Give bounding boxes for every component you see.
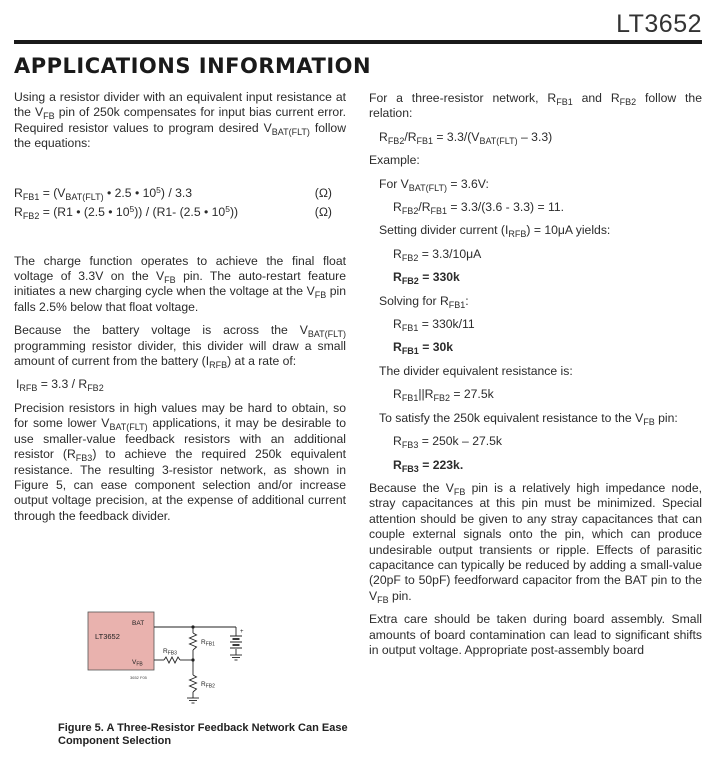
equation-rfb2-calc: $R_{FB2} = 3.3/10\mu A$ bbox=[393, 246, 482, 263]
pin-bat-label: BAT bbox=[132, 620, 145, 627]
figure-5 bbox=[14, 606, 346, 756]
page-header bbox=[14, 0, 702, 44]
unit-ohm: (Ω) bbox=[314, 204, 332, 219]
equation-ratio: $R_{FB2}/R_{FB1} = 3.3/(3.6 - 3.3) = 11$. bbox=[393, 200, 565, 217]
chip-label: LT3652 bbox=[95, 632, 120, 641]
rfb3-label: $R_{FB3}$ bbox=[163, 648, 177, 657]
example-condition: For $V_{BAT(FLT)} = 3.6V$: bbox=[379, 176, 489, 193]
setting-divider-current: Setting divider current $(I_{RFB}) = 10\mu A$ yields: bbox=[379, 223, 611, 240]
junction-dot bbox=[191, 625, 194, 628]
resistor-rfb3 bbox=[164, 657, 180, 663]
right-column bbox=[369, 91, 702, 666]
equation-relation: $R_{FB2}/R_{FB1} = 3.3/(V_{BAT(FLT)} - 3.3)$ bbox=[379, 129, 553, 146]
paragraph-stray-capacitance: Because the $V_{FB}$ pin is a relatively high impedance node, stray capacitances at this pin must be minimized. Special attention should be given to any stray capacitances that can couple external signals onto the pin, which can produce undesirable output transients or ripple. Effects of parasitic capacitance can typically be reduced by adding a small-value (20pF to 50pF) feedforward capacitor from the BAT pin to the $V_{FB}$ pin. bbox=[369, 480, 702, 605]
paragraph-board-assembly: Extra care should be taken during board assembly. Small amounts of board contamination can lead to significant shifts in output voltage. Appropriate post-assembly board bbox=[369, 612, 702, 657]
equation-rfb2: $R_{FB2} = (R1$ • (2.5 • $10^5)) / (R1-$ (2.5 • $10^5$)) (Ω) bbox=[14, 203, 332, 221]
rfb1-label: $R_{FB1}$ bbox=[201, 639, 215, 648]
feedback-network-schematic bbox=[14, 606, 346, 718]
paragraph-intro: Using a resistor divider with an equivalent input resistance at the $V_{FB}$ pin of 250k compensates for input bias current error. Required resistor values to program desired $V_{BAT(FLT)}$ follow the equations: bbox=[14, 90, 347, 151]
result-rfb1: $R_{FB1} = 30k$ bbox=[393, 340, 454, 357]
paragraph-charge-function: The charge function operates to achieve the final float voltage of 3.3V on the $V_{FB}$ pin. The auto-restart feature initiates a new charging cycle when the voltage at the $V_{FB}$ pin falls 2.5% below that float voltage. bbox=[14, 253, 346, 314]
battery-plus-sign: + bbox=[240, 629, 244, 635]
equivalent-resistance-line: The divider equivalent resistance is: bbox=[379, 363, 573, 378]
resistor-rfb2 bbox=[190, 675, 197, 692]
resistor-rfb1 bbox=[190, 633, 197, 650]
paragraph-battery-voltage: Because the battery voltage is across the $V_{BAT(FLT)}$ programming resistor divider, this divider will draw a small amount of current from the battery $(I_{RFB})$ at a rate of: bbox=[14, 323, 346, 371]
battery-icon bbox=[230, 636, 242, 648]
part-number: LT3652 bbox=[616, 10, 702, 38]
left-column bbox=[14, 90, 346, 532]
paragraph-precision-resistors: Precision resistors in high values may be hard to obtain, so for some lower $V_{BAT(FLT)}$ applications, it may be desirable to use smaller-value feedback resistors with an additional resistor $(R_{FB3})$ to achieve the required 250k equivalent resistance. The resulting 3-resistor network, as shown in Figure 5, can ease component selection and/or increase output voltage precision, at the expense of additional current through the feedback divider. bbox=[14, 400, 347, 523]
equation-rfb1: $R_{FB1} = (V_{BAT(FLT)}$ • 2.5 • $10^5) / 3.3$ (Ω) bbox=[14, 184, 332, 202]
equation-rfb3-calc: $R_{FB3} = 250k - 27.5k$ bbox=[393, 434, 503, 451]
result-rfb3: $R_{FB3} = 223k$. bbox=[393, 457, 464, 474]
figure-caption: Figure 5. A Three-Resistor Feedback Network Can Ease Component Selection bbox=[58, 722, 348, 747]
equation-rfb1-calc: $R_{FB1} = 330k/11$ bbox=[393, 317, 475, 334]
wires bbox=[154, 627, 242, 703]
solving-for-rfb1: Solving for $R_{FB1}$: bbox=[379, 293, 469, 310]
pin-vfb-label: $V_{FB}$ bbox=[132, 659, 143, 668]
section-title: APPLICATIONS INFORMATION bbox=[14, 54, 372, 78]
drawing-id: 3652 F05 bbox=[130, 675, 147, 680]
rfb2-label: $R_{FB2}$ bbox=[201, 681, 215, 690]
paragraph-three-resistor: For a three-resistor network, $R_{FB1}$ and $R_{FB2}$ follow the relation: bbox=[369, 91, 702, 121]
equation-irfb: $I_{RFB} = 3.3 / R_{FB2}$ bbox=[16, 377, 104, 394]
junction-dot bbox=[191, 658, 194, 661]
satisfy-resistance-line: To satisfy the 250k equivalent resistance to the $V_{FB}$ pin: bbox=[379, 410, 678, 427]
unit-ohm: (Ω) bbox=[314, 185, 332, 200]
result-rfb2: $R_{FB2} = 330k$ bbox=[393, 270, 460, 287]
equation-parallel: $R_{FB1}||R_{FB2} = 27.5k$ bbox=[393, 387, 494, 404]
example-label: Example: bbox=[369, 153, 420, 168]
